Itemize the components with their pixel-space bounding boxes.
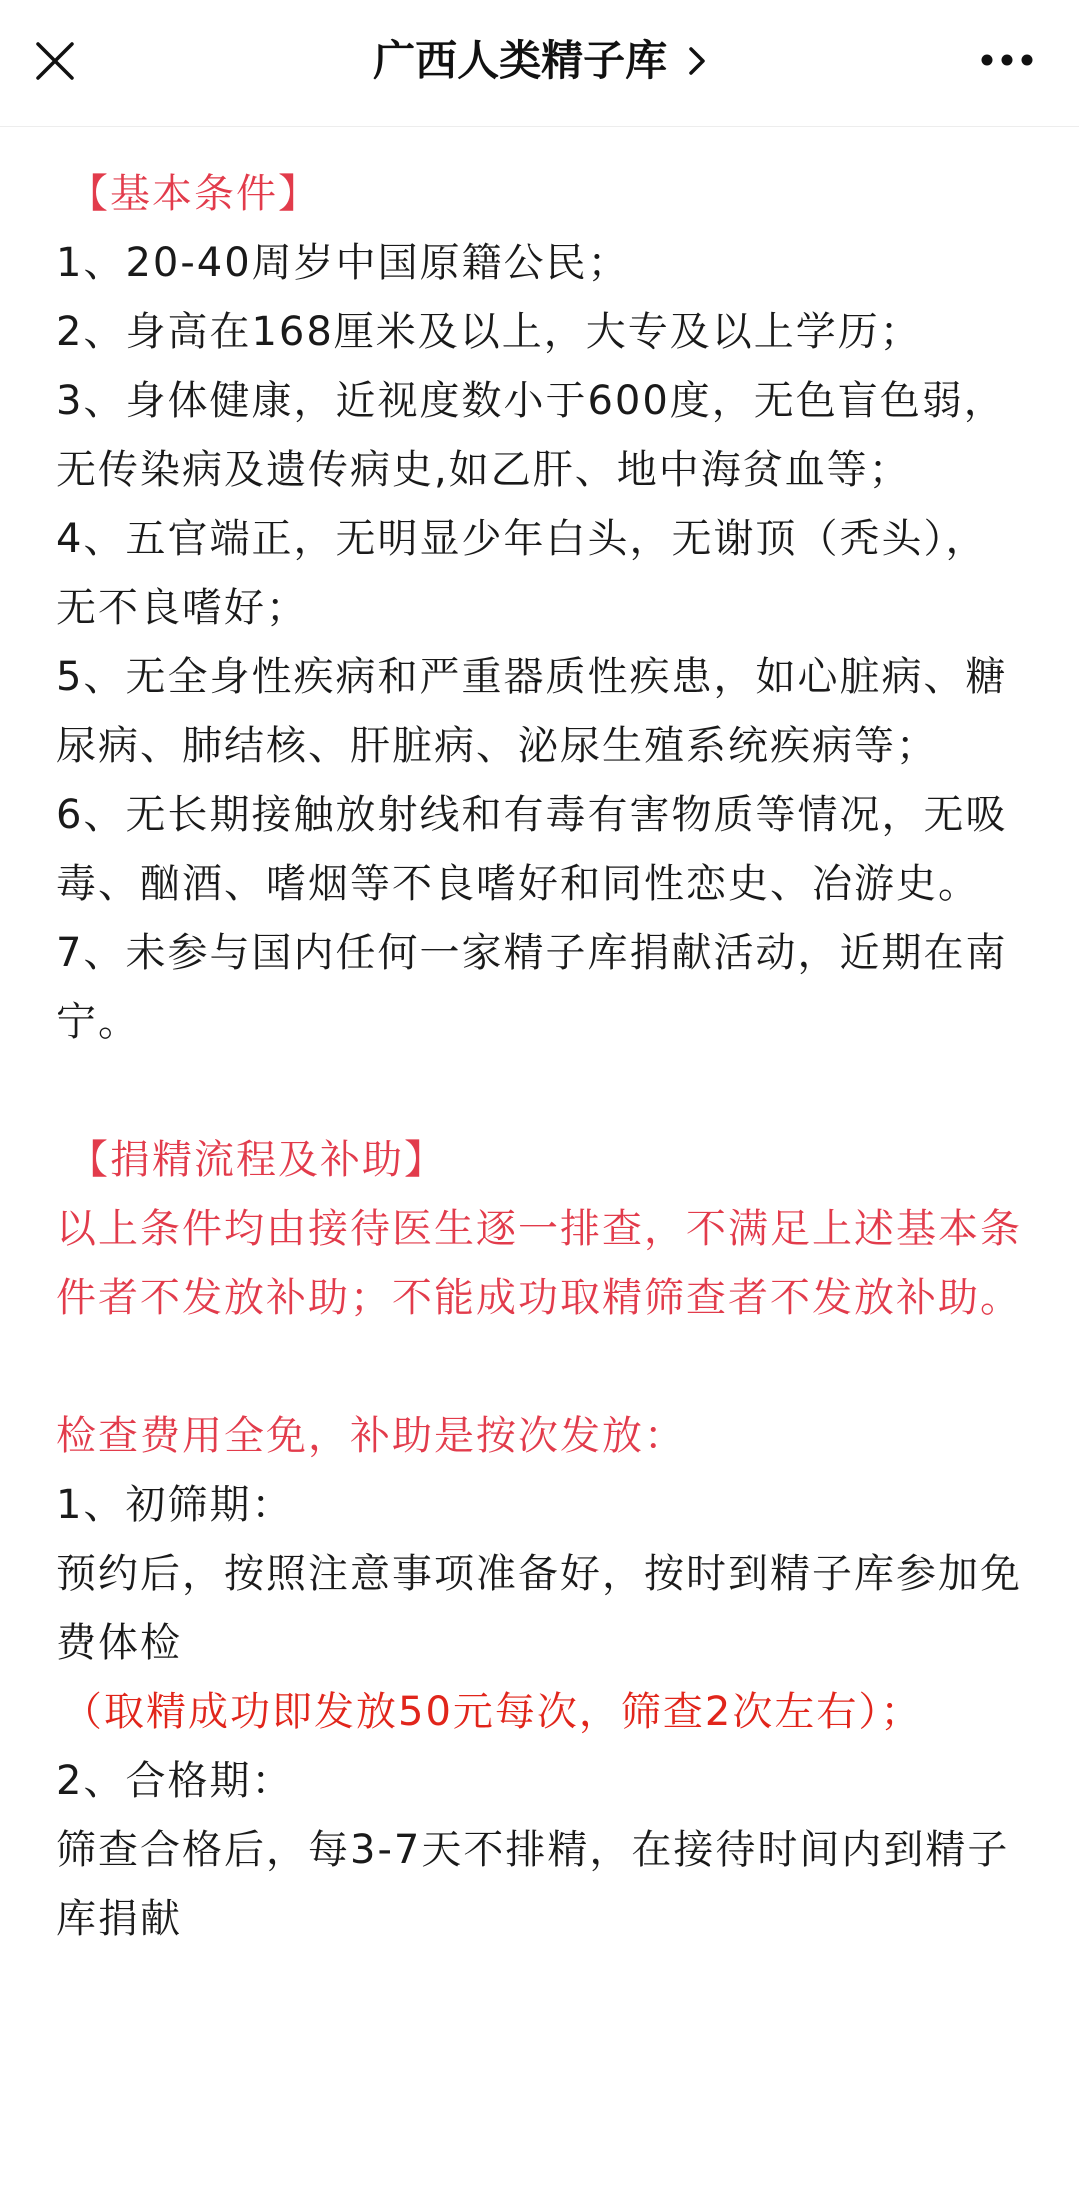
- page-title-link[interactable]: [0, 34, 1079, 88]
- top-navigation-bar: [0, 0, 1079, 127]
- condition-item-1: 1、20-40周岁中国原籍公民；: [56, 240, 630, 286]
- stage1-text: 预约后，按照注意事项准备好，按时到精子库参加免费体检: [56, 1551, 1022, 1666]
- condition-item-4: 4、五官端正，无明显少年白头，无谢顶（秃头），无不良嗜好；: [56, 516, 988, 631]
- stage2-text: 筛查合格后，每3-7天不排精，在接待时间内到精子库捐献: [56, 1827, 1010, 1942]
- section-title-basic-conditions: 【基本条件】: [68, 171, 320, 217]
- condition-item-3: 3、身体健康，近视度数小于600度，无色盲色弱，无传染病及遗传病史,如乙肝、地中海贫血等；: [56, 378, 1006, 493]
- stage1-label: 1、初筛期：: [56, 1482, 294, 1528]
- page-title: 广西人类精子库: [373, 36, 668, 85]
- fee-line: 检查费用全免，补助是按次发放：: [56, 1413, 686, 1459]
- condition-item-5: 5、无全身性疾病和严重器质性疾患，如心脏病、糖尿病、肺结核、肝脏病、泌尿生殖系统疾病等；: [56, 654, 1008, 769]
- article-content: [56, 160, 1026, 1954]
- stage1-subsidy: （取精成功即发放50元每次，筛查2次左右）；: [62, 1689, 923, 1735]
- screening-notice: 以上条件均由接待医生逐一排查，不满足上述基本条件者不发放补助；不能成功取精筛查者不发放补助。: [56, 1206, 1022, 1321]
- more-dots-icon[interactable]: [979, 50, 1035, 70]
- condition-item-6: 6、无长期接触放射线和有毒有害物质等情况，无吸毒、酗酒、嗜烟等不良嗜好和同性恋史、冶游史。: [56, 792, 1008, 907]
- spacer: [56, 1333, 1026, 1402]
- section-title-donation-process: 【捐精流程及补助】: [68, 1137, 446, 1183]
- condition-item-7: 7、未参与国内任何一家精子库捐献活动，近期在南宁。: [56, 930, 1008, 1045]
- condition-item-2: 2、身高在168厘米及以上，大专及以上学历；: [56, 309, 922, 355]
- spacer: [56, 1057, 1026, 1126]
- chevron-right-icon: [688, 46, 706, 76]
- stage2-label: 2、合格期：: [56, 1758, 294, 1804]
